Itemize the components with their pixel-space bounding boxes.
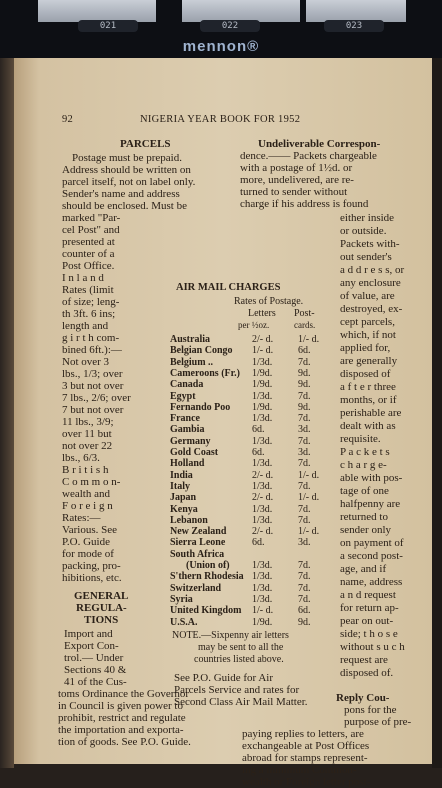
text-line: hibitions, etc.: [62, 572, 122, 584]
country-cell: (Union of): [186, 560, 230, 571]
text-line: not over 22: [62, 440, 113, 452]
text-line: either inside: [340, 212, 395, 224]
section-title-general: REGULA-: [76, 602, 127, 614]
text-line: Second Class Air Mail Matter.: [174, 696, 308, 708]
text-line: Various. See: [62, 524, 117, 536]
country-cell: Canada: [170, 379, 204, 391]
country-cell: Lebanon: [170, 514, 208, 526]
note-line: may be sent to all the: [198, 642, 284, 653]
letter-rate-cell: 1/- d.: [252, 345, 274, 357]
text-line: Rates (limit: [62, 284, 114, 296]
text-line: a f t e r three: [340, 381, 396, 393]
country-cell: Cameroons (Fr.): [170, 367, 240, 379]
text-line: of size; leng-: [62, 296, 120, 308]
book-spine-edge: [0, 58, 14, 768]
text-line: P.O. Guide: [62, 536, 110, 548]
letter-rate-cell: 1/3d.: [252, 413, 273, 425]
text-line: abroad for stamps represent-: [242, 752, 368, 764]
frame-number: 022: [200, 20, 260, 32]
note-line: countries listed above.: [194, 654, 284, 665]
air-mail-table: [168, 280, 338, 665]
letter-rate-cell: 1/3d.: [252, 593, 273, 605]
text-line: Sender's name and address: [62, 188, 180, 200]
text-line: Not over 3: [62, 356, 110, 368]
country-cell: Belgium ..: [170, 356, 214, 368]
text-line: F o r e i g n: [62, 500, 113, 512]
text-line: 41 of the Cus-: [64, 676, 127, 688]
text-line: c h a r g e-: [340, 459, 387, 471]
text-line: lbs., 1/3; over: [62, 368, 123, 380]
text-line: B r i t i s h: [62, 464, 109, 476]
postcard-rate-cell: 7d.: [298, 593, 311, 605]
frame-number: 023: [324, 20, 384, 32]
text-line: returned to: [340, 511, 388, 523]
text-line: disposed of: [340, 368, 391, 380]
country-cell: Gold Coast: [170, 447, 219, 458]
postcard-rate-cell: 9d.: [298, 379, 311, 391]
country-cell: Sierra Leone: [170, 537, 226, 549]
frame-number: 021: [78, 20, 138, 32]
column-header: per ½oz.: [238, 320, 270, 330]
text-line: halfpenny are: [340, 498, 401, 510]
country-cell: France: [170, 413, 200, 425]
letter-rate-cell: 6d.: [252, 537, 265, 549]
text-line: trol.— Under: [64, 652, 124, 664]
film-brand-logo: mennon®: [182, 38, 260, 55]
postcard-rate-cell: 7d.: [298, 390, 311, 402]
text-line: counter of a: [62, 248, 115, 260]
country-cell: Fernando Poo: [170, 401, 231, 413]
text-line: months, or if: [340, 394, 397, 406]
text-line: 7 but not over: [62, 404, 124, 416]
postcard-rate-cell: 6d.: [298, 605, 311, 617]
text-line: cept parcels,: [340, 316, 395, 328]
letter-rate-cell: 2/- d.: [252, 492, 274, 504]
text-line: Export Con-: [64, 640, 119, 652]
column-header: cards.: [294, 320, 316, 330]
postcard-rate-cell: 7d.: [298, 480, 311, 492]
country-cell: United Kingdom: [170, 605, 242, 617]
text-line: 7 lbs., 2/6; over: [62, 392, 131, 404]
text-line: for return ap-: [340, 602, 399, 614]
text-line: wealth or Foreign letter post-: [242, 776, 371, 788]
postcard-rate-cell: 7d.: [298, 458, 311, 470]
postcard-rate-cell: 9d.: [298, 401, 311, 413]
film-frame-strip: [306, 0, 406, 22]
text-line: wealth and: [62, 488, 110, 500]
text-line: P a c k e t s: [340, 446, 390, 458]
text-line: parcel itself, not on label only.: [62, 176, 196, 188]
text-line: Packets with-: [340, 238, 400, 250]
country-cell: U.S.A.: [170, 616, 198, 628]
postcard-rate-cell: 1/- d.: [298, 526, 320, 538]
country-cell: Japan: [170, 492, 197, 504]
letter-rate-cell: 1/3d.: [252, 390, 273, 402]
country-cell: New Zealand: [170, 526, 227, 538]
country-cell: Switzerland: [170, 582, 222, 594]
postcard-rate-cell: 3d.: [298, 537, 311, 549]
text-line: marked "Par-: [62, 212, 121, 224]
text-line: charge if his address is found: [240, 198, 369, 210]
letter-rate-cell: 1/9d.: [252, 379, 273, 391]
air-mail-title: AIR MAIL CHARGES: [176, 282, 281, 293]
text-line: with a postage of 1½d. or: [240, 162, 353, 174]
text-line: age, and if: [340, 563, 387, 575]
letter-rate-cell: 2/- d.: [252, 334, 274, 345]
letter-rate-cell: 1/3d.: [252, 458, 273, 470]
letter-rate-cell: 6d.: [252, 447, 265, 458]
text-line: able with pos-: [340, 472, 403, 484]
text-line: or outside.: [340, 225, 387, 237]
text-line: turned to sender without: [240, 186, 348, 198]
postcard-rate-cell: 1/- d.: [298, 469, 320, 481]
text-line: pons for the: [344, 704, 397, 716]
text-line: prohibit, restrict and regulate: [58, 712, 186, 724]
postcard-rate-cell: 6d.: [298, 345, 311, 357]
film-strip-header: [0, 0, 442, 58]
text-line: name, address: [340, 576, 403, 588]
text-line: side; t h o s e: [340, 628, 398, 640]
text-line: Import and: [64, 628, 113, 640]
country-cell: India: [170, 469, 193, 481]
film-frame-strip: [182, 0, 300, 22]
text-line: 3 but not over: [62, 380, 124, 392]
text-line: which, if not: [340, 329, 396, 341]
text-line: applied for,: [340, 342, 391, 354]
text-line: are generally: [340, 355, 398, 367]
letter-rate-cell: 1/9d.: [252, 367, 273, 379]
postcard-rate-cell: 7d.: [298, 356, 311, 368]
country-cell: Holland: [170, 458, 205, 470]
text-line: Rates:—: [62, 512, 101, 524]
text-line: more, undelivered, are re-: [240, 174, 354, 186]
text-line: presented at: [62, 236, 115, 248]
letter-rate-cell: 6d.: [252, 424, 265, 436]
letter-rate-cell: 2/- d.: [252, 469, 274, 481]
country-cell: Australia: [170, 334, 210, 345]
text-line: lbs., 6/3.: [62, 452, 100, 464]
postcard-rate-cell: 1/- d.: [298, 492, 320, 504]
text-line: perishable are: [340, 407, 402, 419]
text-line: a d d r e s s, or: [340, 264, 405, 276]
text-line: pear on out-: [340, 615, 394, 627]
text-line: over 11 but: [62, 428, 112, 440]
text-line: dealt with as: [340, 420, 396, 432]
book-page: [14, 58, 432, 788]
text-line: Undeliverable Correspon-: [258, 138, 381, 150]
letter-rate-cell: 1/3d.: [252, 435, 273, 447]
country-cell: Belgian Congo: [170, 345, 233, 357]
note-line: NOTE.—Sixpenny air letters: [172, 630, 289, 641]
text-line: See P.O. Guide for Air: [174, 672, 273, 684]
text-line: purpose of pre-: [344, 716, 412, 728]
text-line: tage of one: [340, 485, 389, 497]
text-line: out sender's: [340, 251, 392, 263]
postcard-rate-cell: 7d.: [298, 503, 311, 515]
postcard-rate-cell: 7d.: [298, 571, 311, 583]
text-line: bined 6ft.):—: [62, 344, 122, 356]
text-line: C o m m o n-: [62, 476, 121, 488]
postcard-rate-cell: 7d.: [298, 582, 311, 594]
country-cell: South Africa: [170, 548, 225, 560]
text-line: of value, are: [340, 290, 395, 302]
postcard-rate-cell: 7d.: [298, 560, 311, 571]
text-line: a second post-: [340, 550, 403, 562]
text-line: dence.—— Packets chargeable: [240, 150, 377, 162]
column-header: Post-: [294, 308, 315, 319]
text-line: destroyed, ex-: [340, 303, 403, 315]
text-line: should be enclosed. Must be: [62, 200, 187, 212]
text-line: for mode of: [62, 548, 114, 560]
postcard-rate-cell: 7d.: [298, 413, 311, 425]
text-line: a n d request: [340, 589, 396, 601]
text-line: packing, pro-: [62, 560, 121, 572]
text-line: ing a minimum Common-: [242, 764, 357, 776]
text-line: th 3ft. 6 ins;: [62, 308, 116, 320]
text-line: paying replies to letters, are: [242, 728, 364, 740]
postcard-rate-cell: 1/- d.: [298, 334, 320, 345]
text-line: disposed of.: [340, 667, 394, 679]
postcard-rate-cell: 7d.: [298, 435, 311, 447]
book-page-edge: [432, 58, 442, 768]
air-mail-subtitle: Rates of Postage.: [234, 296, 304, 307]
section-title-parcels: PARCELS: [120, 138, 171, 150]
letter-rate-cell: 1/9d.: [252, 616, 273, 628]
letter-rate-cell: 1/3d.: [252, 503, 273, 515]
text-line: Address should be written on: [62, 164, 191, 176]
text-line: g i r t h com-: [62, 332, 120, 344]
letter-rate-cell: 1/3d.: [252, 571, 273, 583]
text-line: Parcels Service and rates for: [174, 684, 300, 696]
text-line: the importation and exporta-: [58, 724, 184, 736]
country-cell: S'thern Rhodesia: [170, 571, 244, 583]
letter-rate-cell: 1/3d.: [252, 514, 273, 526]
text-line: any enclosure: [340, 277, 401, 289]
letter-rate-cell: 1/3d.: [252, 480, 273, 492]
letter-rate-cell: 2/- d.: [252, 526, 274, 538]
text-line: 11 lbs., 3/9;: [62, 416, 114, 428]
text-line: in Council is given power to: [58, 700, 183, 712]
text-line: Sections 40 &: [64, 664, 127, 676]
section-title-general: GENERAL: [74, 590, 129, 602]
country-cell: Syria: [170, 593, 193, 605]
postcard-rate-cell: 9d.: [298, 616, 311, 628]
text-line: requisite.: [340, 433, 381, 445]
text-line: cel Post" and: [62, 224, 120, 236]
postcard-rate-cell: 3d.: [298, 424, 311, 436]
postcard-rate-cell: 3d.: [298, 447, 311, 458]
letter-rate-cell: 1/3d.: [252, 356, 273, 368]
text-line: request are: [340, 654, 388, 666]
country-cell: Germany: [170, 435, 211, 447]
postcard-rate-cell: 7d.: [298, 514, 311, 526]
country-cell: Gambia: [170, 424, 205, 436]
column-header: Letters: [248, 308, 276, 319]
text-line: tion of goods. See P.O. Guide.: [58, 736, 191, 748]
letter-rate-cell: 1/- d.: [252, 605, 274, 617]
country-cell: Egypt: [170, 390, 196, 402]
text-line: Post Office.: [62, 260, 115, 272]
text-line: I n l a n d: [62, 272, 104, 284]
section-title-general: TIONS: [84, 614, 119, 626]
postcard-rate-cell: 9d.: [298, 367, 311, 379]
text-line: without s u c h: [340, 641, 405, 653]
text-line: on payment of: [340, 537, 404, 549]
text-line: length and: [62, 320, 109, 332]
text-line: toms Ordinance the Governor: [58, 688, 190, 700]
text-line: Postage must be prepaid.: [72, 152, 182, 164]
text-line: exchangeable at Post Offices: [242, 740, 370, 752]
page-number: 92: [62, 114, 74, 125]
letter-rate-cell: 1/9d.: [252, 401, 273, 413]
country-cell: Kenya: [170, 503, 198, 515]
letter-rate-cell: 1/3d.: [252, 582, 273, 594]
running-title: NIGERIA YEAR BOOK FOR 1952: [140, 114, 301, 125]
text-line: sender only: [340, 524, 392, 536]
reply-coupons-title: Reply Cou-: [336, 692, 390, 704]
letter-rate-cell: 1/3d.: [252, 560, 273, 571]
film-frame-strip: [38, 0, 156, 22]
country-cell: Italy: [170, 480, 190, 492]
